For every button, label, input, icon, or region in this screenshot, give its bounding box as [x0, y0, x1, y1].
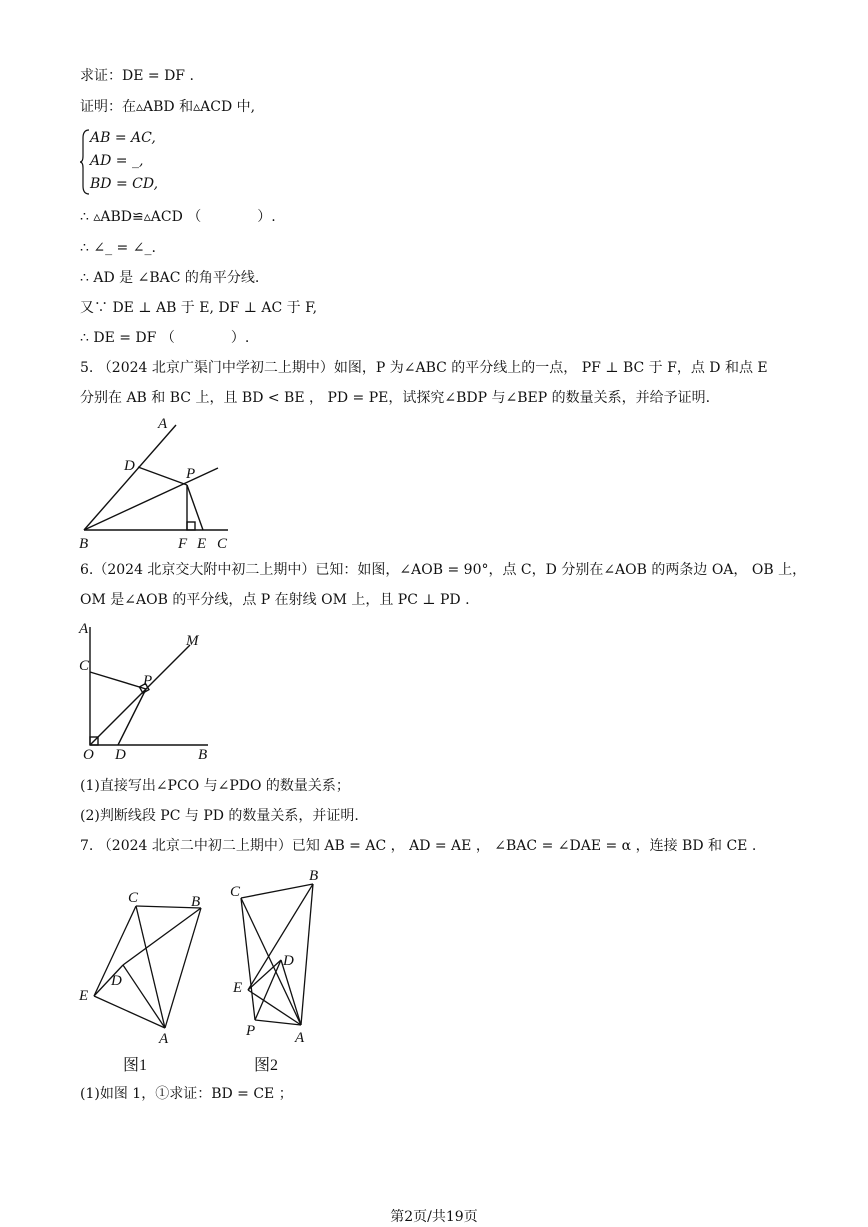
- label-B: B: [79, 536, 89, 552]
- question-6-line-2: OM 是∠AOB 的平分线，点 P 在射线 OM 上，且 PC ⊥ PD .: [80, 592, 470, 608]
- label-D: D: [283, 953, 294, 969]
- label-E: E: [79, 988, 89, 1004]
- label-A: A: [79, 621, 89, 637]
- proof-intro: 证明：在▵ABD 和▵ACD 中,: [80, 99, 256, 115]
- caption-figure-2: 图2: [254, 1057, 279, 1074]
- proof-line-congruent: ∴ ▵ABD≌▵ACD （ ）.: [80, 209, 276, 225]
- label-E: E: [233, 980, 243, 996]
- brace-row-1: AB = AC,: [90, 130, 156, 146]
- question-6-part-1: (1)直接写出∠PCO 与∠PDO 的数量关系；: [80, 778, 350, 794]
- label-A: A: [159, 1031, 169, 1047]
- label-P: P: [143, 673, 153, 689]
- label-B: B: [191, 894, 201, 910]
- label-M: M: [186, 633, 199, 649]
- label-E: E: [197, 536, 207, 552]
- question-6-part-2: (2)判断线段 PC 与 PD 的数量关系，并证明.: [80, 808, 359, 824]
- proof-line-conclusion: ∴ DE = DF （ ）.: [80, 330, 250, 346]
- prove-statement: 求证：DE = DF .: [80, 68, 194, 84]
- brace-row-2: AD = _,: [90, 153, 144, 169]
- question-5-line-1: 5. （2024 北京广渠门中学初二上期中）如图，P 为∠ABC 的平分线上的一点， PF ⊥ BC 于 F，点 D 和点 E: [80, 360, 768, 376]
- label-B: B: [198, 747, 208, 763]
- label-A: A: [158, 416, 168, 432]
- label-F: F: [178, 536, 188, 552]
- figure-5: [70, 410, 250, 555]
- question-7-line-1: 7. （2024 北京二中初二上期中）已知 AB = AC ， AD = AE ， ∠BAC = ∠DAE = α ，连接 BD 和 CE .: [80, 838, 757, 854]
- proof-line-perpendicular: 又∵ DE ⊥ AB 于 E, DF ⊥ AC 于 F,: [80, 300, 318, 316]
- label-P: P: [186, 466, 196, 482]
- label-C: C: [79, 658, 90, 674]
- question-6-line-1: 6.（2024 北京交大附中初二上期中）已知：如图，∠AOB = 90°，点 C，D 分别在∠AOB 的两条边 OA， OB 上，: [80, 562, 807, 578]
- label-O: O: [83, 747, 94, 763]
- caption-figure-1: 图1: [123, 1057, 148, 1074]
- page-footer: 第2页/共19页: [390, 1209, 478, 1225]
- label-C: C: [230, 884, 241, 900]
- label-D: D: [124, 458, 135, 474]
- condition-brace: [80, 128, 280, 196]
- label-D: D: [111, 973, 122, 989]
- label-P: P: [246, 1023, 256, 1039]
- label-C: C: [217, 536, 228, 552]
- figure-7-2: [225, 860, 335, 1050]
- proof-line-bisector: ∴ AD 是 ∠BAC 的角平分线.: [80, 270, 260, 286]
- label-A: A: [295, 1030, 305, 1046]
- label-C: C: [128, 890, 139, 906]
- figure-6: [70, 615, 220, 765]
- label-D: D: [115, 747, 126, 763]
- brace-row-3: BD = CD,: [90, 176, 159, 192]
- proof-line-angles: ∴ ∠_ = ∠_.: [80, 240, 156, 256]
- figure-7-1: [70, 878, 220, 1048]
- question-7-part-1: (1)如图 1，①求证：BD = CE ；: [80, 1086, 293, 1102]
- question-5-line-2: 分别在 AB 和 BC 上，且 BD < BE ， PD = PE，试探究∠BDP 与∠BEP 的数量关系，并给予证明.: [80, 390, 711, 406]
- label-B: B: [309, 868, 319, 884]
